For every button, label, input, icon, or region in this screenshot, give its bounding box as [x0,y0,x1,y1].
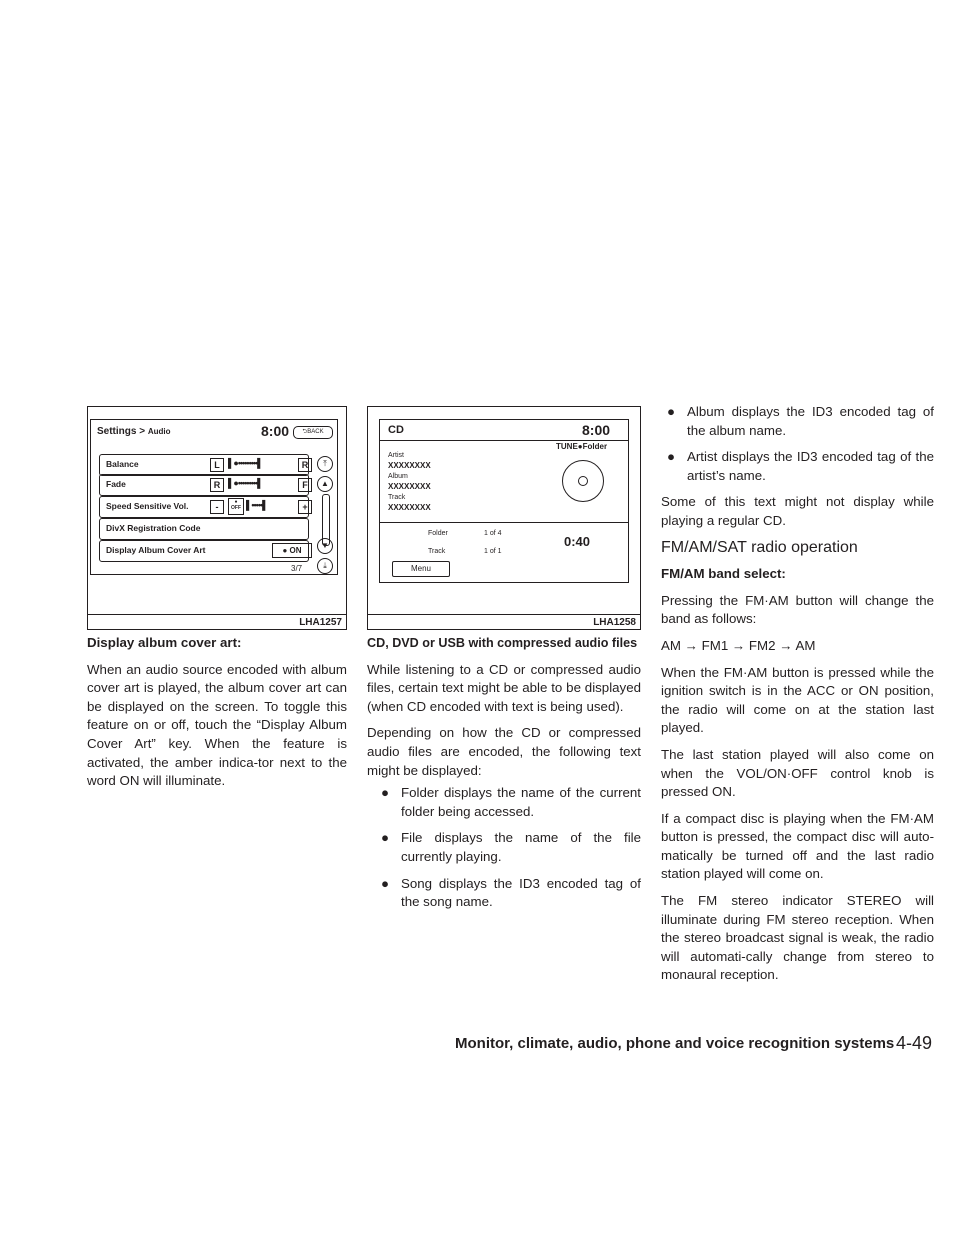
fade-label: Fade [106,479,126,489]
track-label: Track [388,494,406,501]
scroll-bottom-icon[interactable]: ⤓ [317,558,333,574]
figure-settings-audio [87,406,347,630]
paragraph: If a compact disc is playing when the FM·AM button is pressed, the compact disc will auto-matically be turned off and the last radio station played will come on. [661,810,934,882]
paragraph: Some of this text might not display while playing a regular CD. [661,494,934,528]
elapsed-time: 0:40 [564,534,591,549]
settings-header [97,426,171,437]
figure-cd-screen [367,406,641,630]
page-number: 4-49 [896,1033,933,1053]
bullet-item: ● Album displays the ID3 encoded tag of the album name. [661,403,934,440]
subheading-band-select: FM/AM band select: [661,566,786,582]
paragraph: When the FM·AM button is pressed while the ignition switch is in the ACC or ON position, the radio will come on at the station last played. [661,664,934,736]
divx-label: DivX Registration Code [106,523,201,533]
cd-screen [379,419,629,583]
folder-row-label: Folder [428,530,448,537]
speed-plus-key[interactable]: + [298,500,312,514]
column-1 [87,634,347,799]
figure-code: LHA1257 [299,617,342,628]
clock: 8:00 [261,423,290,439]
breadcrumb-arrow: > [139,426,146,437]
bullet-item: ● Song displays the ID3 encoded tag of the song name. [367,875,641,912]
balance-left-key[interactable]: L [210,458,224,472]
balance-right-key[interactable]: R [298,458,312,472]
track-row-value: 1 of 1 [484,548,502,555]
cd-clock: 8:00 [582,422,611,438]
speed-slider[interactable]: ▌•••••▌ [246,500,268,510]
paragraph: Pressing the FM·AM button will change the band as follows: [661,592,934,627]
breadcrumb-audio: Audio [147,427,171,436]
section-heading: FM/AM/SAT radio operation [661,538,858,556]
back-button[interactable]: ⮌BACK [293,426,333,439]
bullet-dot-icon: ● [381,785,390,801]
paragraph: Depending on how the CD or compressed audio files are encoded, the following text might be displayed: [367,725,641,778]
scroll-up-icon[interactable]: ▲ [317,476,333,492]
fade-rear-key[interactable]: R [210,478,224,492]
back-arrow-icon: ⮌ [302,429,308,435]
bullet-item: ● Artist displays the ID3 encoded tag of the artist’s name. [661,448,934,485]
footer-title: Monitor, climate, audio, phone and voice recognition systems [455,1035,895,1052]
balance-label: Balance [106,459,139,469]
fade-front-key[interactable]: F [298,478,312,492]
off-indicator: ● OFF [228,498,244,515]
figure-code: LHA1258 [593,617,636,628]
bullet-dot-icon: ● [667,404,676,419]
fade-slider[interactable]: ▌●•••••••••▌ [228,478,263,488]
bullet-dot-icon: ● [381,875,390,891]
folder-row-value: 1 of 4 [484,530,502,537]
scroll-top-icon[interactable]: ⤒ [317,456,333,472]
settings-title: Settings [97,426,137,437]
heading-album-cover-art: Display album cover art: [87,635,242,650]
disc-icon [562,460,604,502]
paragraph: When an audio source encoded with album cover art is played, the album cover art can be displayed on the screen. To toggle this feature on or off, touch the “Display Album Cover Art” key. When the feature is activated, the amber indica-tor next to the word ON will illuminate. [87,661,347,789]
menu-button[interactable]: Menu [392,561,450,577]
cd-title: CD [388,424,404,436]
fade-row[interactable] [99,474,309,496]
paragraph: The FM stereo indicator STEREO will illuminate during FM stereo reception. When the stereo broadcast signal is weak, the radio will automati-cally change from stereo to monaural reception. [661,893,934,983]
balance-slider[interactable]: ▌●•••••••••▌ [228,458,263,468]
band-sequence: AM → FM1 → FM2 → AM [661,637,816,653]
bullet-item: ● File displays the name of the file currently playing. [367,829,641,866]
bullet-dot-icon: ● [667,449,676,465]
heading-compressed-audio: CD, DVD or USB with compressed audio files [367,636,638,650]
album-label: Album [388,473,408,480]
track-value: XXXXXXXX [388,503,431,512]
album-value: XXXXXXXX [388,482,431,491]
scroll-down-icon[interactable]: ▼ [317,538,333,554]
album-art-label: Display Album Cover Art [106,545,206,555]
tune-folder-button[interactable]: TUNE●Folder [556,442,608,451]
bullet-item: ● Folder displays the name of the current folder being accessed. [367,784,641,821]
speed-sensitive-label: Speed Sensitive Vol. [106,501,189,511]
paragraph: While listening to a CD or compressed audio files, certain text might be able to be displayed (when CD encoded with text is being used). [367,661,641,714]
artist-value: XXXXXXXX [388,461,431,470]
column-2 [367,634,641,920]
bullet-dot-icon: ● [381,830,390,846]
speed-minus-key[interactable]: - [210,500,224,514]
artist-label: Artist [388,452,404,459]
page-indicator: 3/7 [291,564,303,573]
speed-sensitive-row[interactable] [99,496,309,518]
track-row-label: Track [428,548,446,555]
on-toggle[interactable]: ● ON [272,543,312,558]
paragraph: The last station played will also come on when the VOL/ON·OFF control knob is pressed ON. [661,746,934,800]
album-art-row[interactable] [99,540,309,562]
balance-row[interactable] [99,454,309,476]
settings-screen [90,419,338,575]
tune-indicator-icon: ● [577,442,583,451]
column-3 [661,403,934,993]
divx-row[interactable] [99,518,309,540]
